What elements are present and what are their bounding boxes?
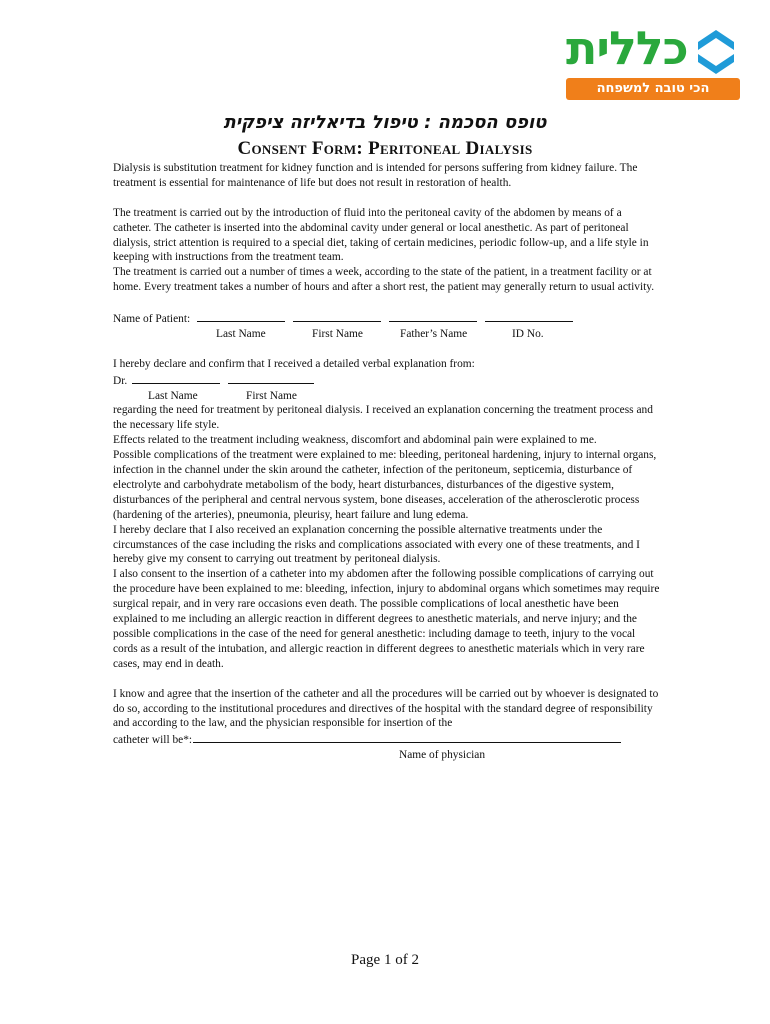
complications-paragraph: Possible complications of the treatment were explained to me: bleeding, peritoneal hardening, injury to internal organs, infection in the channel under the skin around the catheter, infection of the peritoneum, septicemia, disturbance of electrolyte and carbohydrate metabolism of the body, heart disturbances, disturbances of the digestive system, disturbances of the peripheral and central nervous system, bone diseases, acceleration of the atherosclerotic process (hardening of the arteries), pneumonia, pleurisy, heart failure and lung edema. [113,449,657,521]
patient-field-labels [113,327,661,342]
catheter-paragraph: I also consent to the insertion of a catheter into my abdomen after the following possible complications of carrying out the procedure have been explained to me: bleeding, infection, injury to abdominal organs which sometimes may require surgical repair, and in very rare occasions even death. The possible complications of local anesthetic have been explained to me including an allergic reaction in different degrees to anesthetic materials, and nerve injury; and the possible complications in the case of the need for general anesthetic: including damage to teeth, injury to the vocal cords as a result of the intubation, and allergic reaction in different degrees to anesthetic materials which in very rare cases, may end in death. [113,568,660,670]
patient-first-name-field[interactable] [293,310,381,322]
declaration-paragraph: I hereby declare and confirm that I received a detailed verbal explanation from: [113,357,475,370]
physician-line [113,731,661,748]
doctor-last-name-field[interactable] [132,372,220,384]
patient-first-name-label: First Name [312,327,363,340]
patient-fathers-name-label: Father’s Name [400,327,468,340]
procedure-paragraph-2: The treatment is carried out a number of times a week, according to the state of the patient, in a treatment facility or at home. Every treatment takes a number of hours and after a short rest, the patient may generally return to usual activity. [113,266,655,294]
patient-last-name-field[interactable] [197,310,285,322]
document-title: Consent Form: Peritoneal Dialysis [237,138,533,159]
need-paragraph: regarding the need for treatment by peritoneal dialysis. I received an explanation concerning the treatment process and the necessary life style. [113,404,653,432]
document-body [113,161,661,763]
clalit-mark-icon [694,26,738,76]
agreement-paragraph: I know and agree that the insertion of the catheter and all the procedures will be carried out by whoever is designated to do so, according to the institutional procedures and directives of the hospital with the standard degree of responsibility and according to the law, and the physician responsible for insertion of the [113,687,659,730]
logo-wordmark: כללית [566,21,688,75]
patient-id-field[interactable] [485,310,573,322]
page-number: Page 1 of 2 [351,952,419,968]
doctor-field-labels [113,389,661,404]
patient-name-line [113,310,661,327]
doctor-label: Dr. [113,374,128,387]
doctor-name-line [113,372,661,389]
physician-lead-text: catheter will be*: [113,734,193,747]
patient-id-label: ID No. [512,327,544,340]
hebrew-title: טופס הסכמה : טיפול בדיאליזה ציפקית [223,112,547,133]
patient-fathers-name-field[interactable] [389,310,477,322]
doctor-first-name-label: First Name [246,389,297,402]
procedure-paragraph-1: The treatment is carried out by the introduction of fluid into the peritoneal cavity of the abdomen by means of a catheter. The catheter is inserted into the abdominal cavity under general or local anesthetic. As part of peritoneal dialysis, strict attention is required to a special diet, taking of certain medicines, periodic follow-up, and a life style in keeping with instructions from the treatment team. [113,206,649,264]
logo-tagline: הכי טובה למשפחה [566,78,740,100]
alternatives-paragraph: I hereby declare that I also received an explanation concerning the possible alternative treatments under the circumstances of the case including the risks and complications associated with every one of these treatments, and I hereby give my consent to carrying out treatment by peritoneal dialysis. [113,523,640,566]
physician-field-label-row [113,748,661,763]
physician-name-field[interactable] [193,731,621,743]
intro-paragraph: Dialysis is substitution treatment for kidney function and is intended for persons suffering from kidney failure. The treatment is essential for maintenance of life but does not result in restoration of health. [113,162,638,189]
physician-name-label: Name of physician [399,749,486,762]
patient-last-name-label: Last Name [216,327,266,340]
doctor-first-name-field[interactable] [228,372,314,384]
effects-paragraph: Effects related to the treatment including weakness, discomfort and abdominal pain were explained to me. [113,434,597,447]
doctor-last-name-label: Last Name [148,389,198,402]
patient-name-label: Name of Patient: [113,313,191,326]
clalit-logo [558,18,742,102]
